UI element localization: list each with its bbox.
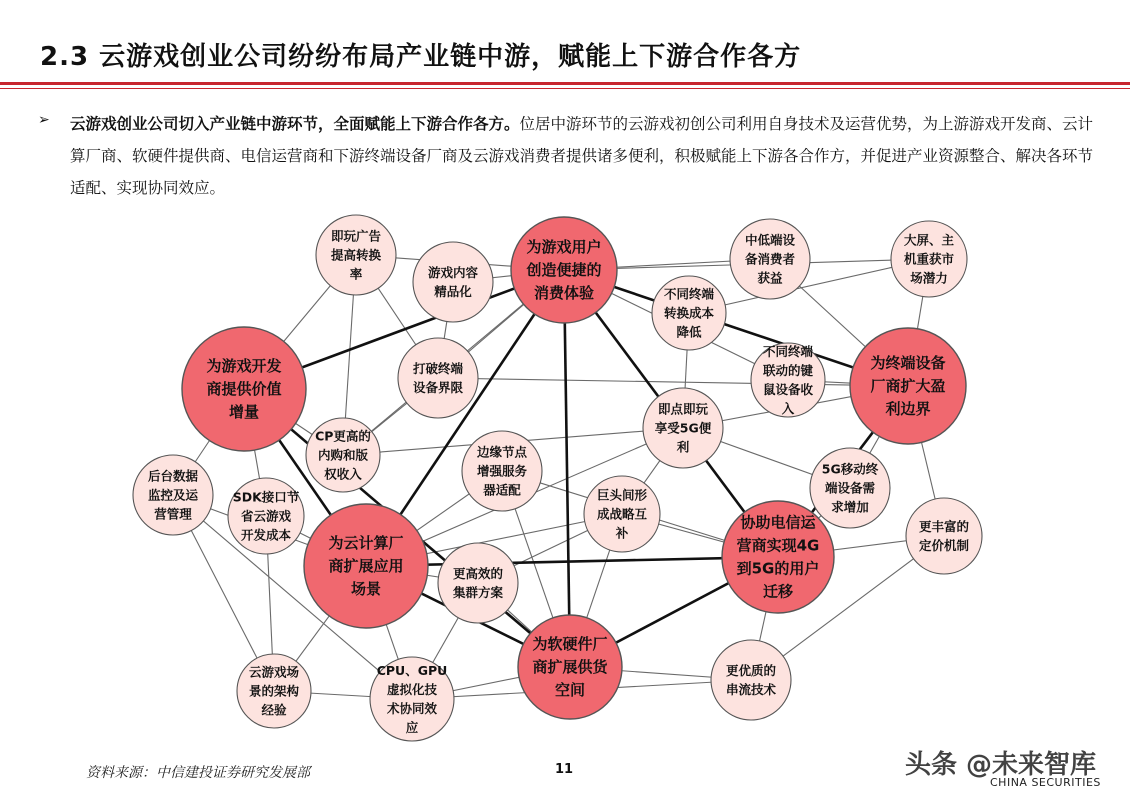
node-monitor (133, 455, 213, 535)
node-label-gpu-2: 术协同效 (386, 701, 438, 716)
node-label-play5g-0: 即点即玩 (657, 401, 709, 417)
node-label-arch-1: 景的架构 (248, 683, 300, 699)
node-arch (237, 654, 311, 728)
node-label-breakterm-1: 设备界限 (412, 380, 464, 395)
node-label-giant-1: 成战略互 (596, 506, 648, 522)
node-label-gpu-1: 虚拟化技 (386, 682, 438, 697)
node-label-cp-0: CP更高的 (315, 428, 371, 444)
node-circle-pricing (906, 498, 982, 574)
node-label-dev-2: 增量 (228, 403, 260, 421)
strong-edge-user-hardware (564, 270, 570, 667)
node-label-keymouse-2: 鼠设备收 (762, 382, 814, 397)
bullet-lead: 云游戏创业公司切入产业链中游环节，全面赋能上下游合作各方。 (70, 115, 520, 133)
node-label-keymouse-3: 入 (781, 401, 795, 416)
node-label-cp-2: 权收入 (324, 466, 362, 482)
diagram-nodes (133, 215, 982, 741)
node-label-content-0: 游戏内容 (427, 265, 479, 280)
node-keymouse (751, 343, 825, 417)
node-label-bigscreen-1: 机重获市 (903, 251, 955, 267)
node-label-edge-1: 增强服务 (476, 463, 528, 479)
node-bigscreen (891, 221, 967, 297)
node-pricing (906, 498, 982, 574)
node-stream (711, 640, 791, 720)
node-cloud (304, 504, 428, 628)
node-label-cost-0: 不同终端 (663, 286, 715, 302)
node-label-cloud-2: 场景 (350, 580, 382, 598)
node-circle-cluster (438, 543, 518, 623)
node-label-user-2: 消费体验 (533, 284, 595, 302)
node-edge (462, 431, 542, 511)
node-cluster (438, 543, 518, 623)
node-label-monitor-0: 后台数据 (147, 468, 199, 484)
node-circle-stream (711, 640, 791, 720)
node-label-sdk-1: 省云游戏 (240, 508, 292, 524)
node-label-giant-2: 补 (615, 525, 629, 541)
node-label-user-0: 为游戏用户 (526, 238, 602, 256)
node-label-terminal-2: 利边界 (885, 400, 931, 418)
node-label-monitor-2: 营管理 (154, 506, 192, 522)
node-giant (584, 476, 660, 552)
page-number: 11 (555, 762, 574, 777)
node-label-cloud-1: 商扩展应用 (328, 557, 404, 575)
node-label-cluster-0: 更高效的 (452, 566, 504, 581)
node-label-ad-2: 率 (349, 266, 363, 282)
node-label-cp-1: 内购和版 (317, 447, 369, 463)
node-label-dev-0: 为游戏开发 (206, 357, 282, 375)
node-label-cost-1: 转换成本 (663, 305, 715, 321)
node-label-cloud-0: 为云计算厂 (328, 534, 404, 552)
node-label-cost-2: 降低 (676, 324, 702, 340)
node-label-play5g-1: 享受5G便 (654, 420, 712, 436)
node-dev (182, 327, 306, 451)
watermark: 头条 @未来智库 (905, 750, 1097, 780)
bullet-body: 位居中游环节的云游戏初创公司利用自身技术及运营优势，为上游游戏开发商、云计算厂商、软硬件提供商、电信运营商和下游终端设备厂商及云游戏消费者提供诸多便利，积极赋能上下游各合作方，并促进产业资源整合、解决各环节适配、实现协同效应。 (70, 115, 1094, 197)
node-label-arch-2: 经验 (261, 702, 287, 718)
node-label-telecom-1: 营商实现4G (736, 536, 820, 555)
node-circle-content (413, 242, 493, 322)
node-label-lowend-2: 获益 (757, 270, 783, 286)
node-label-monitor-1: 监控及运 (147, 487, 199, 503)
node-label-gpu-3: 应 (405, 720, 419, 735)
node-label-arch-0: 云游戏场 (248, 664, 300, 680)
node-label-keymouse-1: 联动的键 (762, 363, 814, 378)
node-hardware (518, 615, 622, 719)
node-content (413, 242, 493, 322)
node-label-telecom-3: 迁移 (762, 582, 794, 601)
node-label-bigscreen-0: 大屏、主 (903, 232, 955, 248)
node-label-breakterm-0: 打破终端 (412, 361, 464, 376)
node-circle-breakterm (398, 338, 478, 418)
node-label-gpu-0: CPU、GPU (376, 663, 448, 678)
node-demand5g (810, 448, 890, 528)
node-label-ad-1: 提高转换 (330, 247, 382, 263)
node-label-pricing-1: 定价机制 (918, 538, 970, 553)
node-label-play5g-2: 利 (676, 439, 690, 455)
node-lowend (730, 219, 810, 299)
source-note: 资料来源：中信建投证券研究发展部 (86, 765, 310, 781)
watermark-en: CHINA SECURITIES (990, 776, 1101, 789)
node-label-lowend-0: 中低端设 (744, 232, 796, 248)
node-breakterm (398, 338, 478, 418)
node-label-stream-1: 串流技术 (725, 682, 777, 697)
node-label-giant-0: 巨头间形 (596, 487, 648, 503)
page-title: 2.3 云游戏创业公司纷纷布局产业链中游，赋能上下游合作各方 (40, 42, 802, 72)
node-cost (652, 276, 726, 350)
node-ad (316, 215, 396, 295)
node-label-dev-1: 商提供价值 (206, 380, 282, 398)
node-label-terminal-0: 为终端设备 (870, 354, 946, 372)
node-telecom (722, 501, 834, 613)
node-play5g (643, 388, 723, 468)
node-label-keymouse-0: 不同终端 (762, 344, 814, 359)
node-label-ad-0: 即玩广告 (330, 228, 382, 244)
node-label-stream-0: 更优质的 (725, 663, 777, 678)
node-gpu (370, 657, 454, 741)
node-terminal (850, 328, 966, 444)
bullet-arrow-icon: ➢ (38, 112, 50, 128)
node-sdk (228, 478, 304, 554)
node-label-cluster-1: 集群方案 (452, 585, 504, 600)
node-label-demand5g-2: 求增加 (831, 499, 869, 515)
node-label-bigscreen-2: 场潜力 (910, 270, 948, 286)
node-label-edge-2: 器适配 (483, 482, 521, 498)
node-label-sdk-0: SDK接口节 (232, 489, 300, 505)
node-label-demand5g-0: 5G移动终 (821, 461, 879, 477)
node-label-hardware-0: 为软硬件厂 (532, 635, 608, 653)
node-label-hardware-2: 空间 (554, 681, 586, 699)
node-label-hardware-1: 商扩展供货 (532, 658, 608, 676)
node-label-user-1: 创造便捷的 (526, 261, 602, 279)
node-label-telecom-2: 到5G的用户 (736, 559, 820, 578)
node-label-lowend-1: 备消费者 (744, 251, 796, 267)
node-label-content-1: 精品化 (434, 284, 472, 299)
node-label-telecom-0: 协助电信运 (740, 513, 816, 532)
node-cp (306, 418, 380, 492)
node-label-pricing-0: 更丰富的 (918, 519, 970, 534)
node-label-demand5g-1: 端设备需 (824, 480, 876, 496)
node-label-edge-0: 边缘节点 (476, 444, 528, 460)
node-user (511, 217, 617, 323)
node-label-terminal-1: 厂商扩大盈 (870, 377, 946, 395)
node-label-sdk-2: 开发成本 (240, 527, 292, 543)
